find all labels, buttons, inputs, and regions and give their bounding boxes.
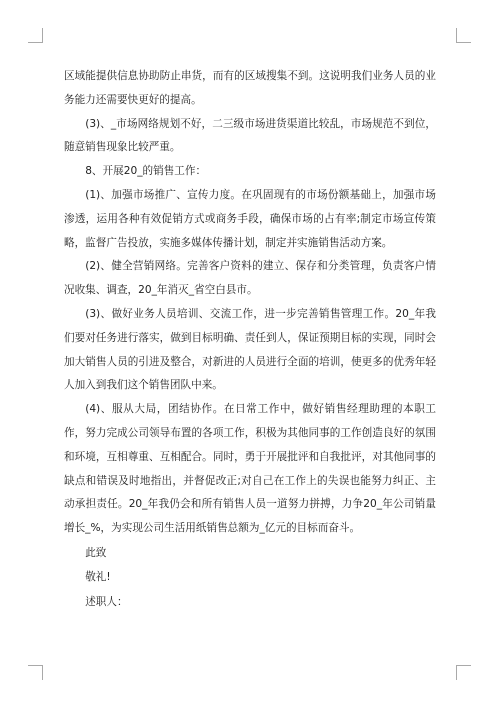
crop-mark-top-right bbox=[456, 28, 471, 43]
paragraph-continued: 区域能提供信息协助防止串货，而有的区域搜集不到。这说明我们业务人员的业务能力还需要快更好的提高。 bbox=[64, 70, 436, 106]
document-body bbox=[64, 65, 436, 614]
closing-regards: 敬礼! bbox=[85, 571, 111, 584]
paragraph-market-network: (3)、_市场网络规划不好，二三级市场进货渠道比较乱，市场规范不到位，随意销售现象比较严重。 bbox=[64, 117, 436, 154]
crop-mark-bottom-right bbox=[456, 665, 471, 680]
paragraph-training: (3)、做好业务人员培训、交流工作，进一步完善销售管理工作。20_年我们要对任务进行落实，做到目标明确、责任到人，保证预期目标的实现，同时会加大销售人员的引进及整合，对新进的人员进行全面的培训，使更多的优秀年轻人加入到我们这个销售团队中来。 bbox=[64, 307, 436, 392]
section-heading: 8、开展20_的销售工作： bbox=[85, 165, 207, 178]
paragraph-teamwork: (4)、服从大局，团结协作。在日常工作中，做好销售经理助理的本职工作，努力完成公司领导布置的各项工作，积极为其他同事的工作创造良好的氛围和环境，互相尊重、互相配合。同时，勇于开展批评和自我批评，对其他同事的缺点和错误及时地指出，并督促改正;对自己在工作上的失误也能努力纠正、主动承担责任。20_年我仍会和所有销售人员一道努力拼搏，力争20_年公司销量增长_%，为实现公司生活用纸销售总额为_亿元的目标而奋斗。 bbox=[64, 403, 436, 535]
closing-signature-label: 述职人： bbox=[85, 595, 128, 608]
crop-mark-top-left bbox=[28, 28, 43, 43]
crop-mark-bottom-left bbox=[28, 665, 43, 680]
paragraph-promotion: (1)、加强市场推广、宣传力度。在巩固现有的市场份额基础上，加强市场渗透，运用各种有效促销方式或商务手段，确保市场的占有率;制定市场宣传策略，监督广告投放，实施多媒体传播计划，制定并实施销售活动方案。 bbox=[64, 188, 436, 249]
paragraph-marketing-network: (2)、健全营销网络。完善客户资料的建立、保存和分类管理，负责客户情况收集、调查，20_年消灭_省空白县市。 bbox=[64, 260, 436, 297]
closing-salutation: 此致 bbox=[85, 546, 107, 559]
